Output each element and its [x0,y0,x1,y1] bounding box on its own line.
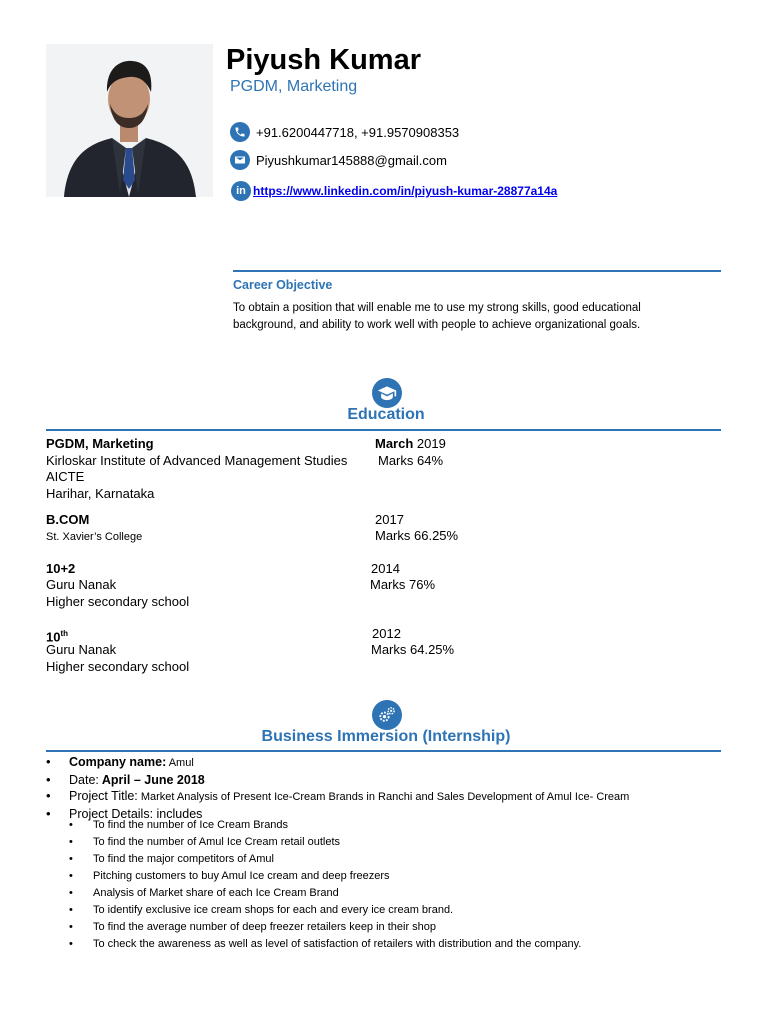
education-title: Education [347,406,425,423]
bcom-degree: B.COM [46,512,90,527]
list-item: • To identify exclusive ice cream shops for each and every ice cream brand. [69,902,581,919]
list-item: • Analysis of Market share of each Ice Cream Brand [69,885,581,902]
internship-title: Business Immersion (Internship) [261,728,511,745]
bcom-institute: St. Xavier’s College [46,531,143,543]
linkedin-row [231,181,557,201]
tenth-school: Higher secondary school [46,659,190,674]
phone-number: +91.6200447718, +91.9570908353 [256,124,460,140]
internship-list [46,754,629,822]
gears-icon [372,700,402,730]
linkedin-icon: in [231,181,251,201]
list-item: • To find the number of Ice Cream Brands [69,817,581,834]
tenth-degree: 10th [46,629,69,645]
list-item: • Project Title: Market Analysis of Present Ice-Cream Brands in Ranchi and Sales Development of Amul Ice- Cream [46,788,629,806]
tenth-institute: Guru Nanak [46,642,117,657]
career-objective-text: To obtain a position that will enable me to use my strong skills, good educational background, and ability to work well with people to achieve organizational goals. [233,302,641,331]
bcom-marks: Marks 66.25% [375,528,459,543]
project-details-list [69,817,581,953]
list-item: • Project Details: includes [46,806,629,823]
mail-icon [230,150,250,170]
email-address[interactable]: Piyushkumar145888@gmail.com [256,152,447,168]
pgdm-degree: PGDM, Marketing [46,436,154,451]
internship-divider [46,750,721,752]
graduation-cap-icon [372,378,402,408]
education-divider [46,429,721,431]
twelfth-institute: Guru Nanak [46,577,117,592]
phone-row [230,122,459,142]
list-item: • Company name: Amul [46,754,629,772]
pgdm-location: Harihar, Karnataka [46,486,155,501]
email-row [230,150,447,170]
list-item: • To find the average number of deep freezer retailers keep in their shop [69,919,581,936]
phone-icon [230,122,250,142]
twelfth-year: 2014 [371,561,400,576]
tenth-marks: Marks 64.25% [371,642,455,657]
profile-photo [46,44,213,197]
twelfth-marks: Marks 76% [370,577,436,592]
linkedin-link[interactable]: https://www.linkedin.com/in/piyush-kumar-28877a14a [253,184,558,198]
twelfth-degree: 10+2 [46,561,76,576]
twelfth-school: Higher secondary school [46,594,190,609]
list-item: • Date: April – June 2018 [46,772,629,789]
career-objective-title: Career Objective [233,278,333,292]
list-item: • Pitching customers to buy Amul Ice cream and deep freezers [69,868,581,885]
list-item: • To check the awareness as well as level of satisfaction of retailers with distribution and the company. [69,936,581,953]
list-item: • To find the major competitors of Amul [69,851,581,868]
pgdm-board: AICTE [46,469,85,484]
bcom-year: 2017 [375,512,404,527]
pgdm-institute: Kirloskar Institute of Advanced Management Studies [46,453,348,468]
tenth-year: 2012 [372,626,401,641]
career-divider [233,270,721,272]
pgdm-marks: Marks 64% [378,453,444,468]
list-item: • To find the number of Amul Ice Cream retail outlets [69,834,581,851]
candidate-name: Piyush Kumar [226,44,421,76]
person-portrait-icon [46,44,213,197]
pgdm-date: March 2019 [375,436,446,451]
candidate-subtitle: PGDM, Marketing [230,78,358,95]
